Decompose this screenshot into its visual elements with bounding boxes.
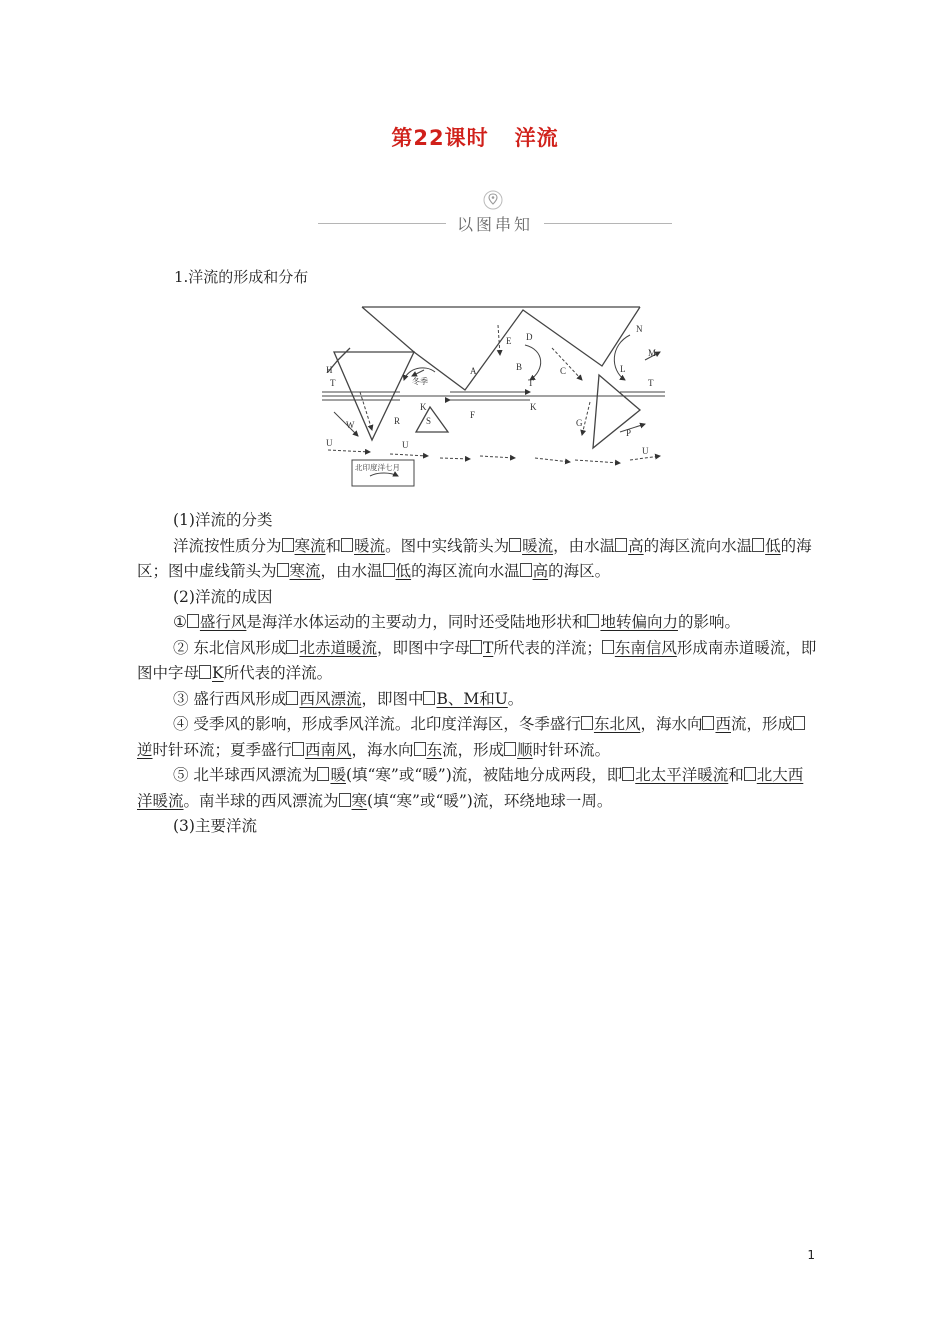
fig-label: B xyxy=(516,362,523,372)
fig-label: T xyxy=(330,378,336,388)
fig-label: S xyxy=(426,416,432,426)
fig-label: K xyxy=(530,402,537,412)
fig-label: G xyxy=(576,418,583,428)
fig-label: H xyxy=(326,365,333,375)
location-pin-icon xyxy=(481,190,505,210)
fig-label: L xyxy=(620,364,626,374)
fig-label: C xyxy=(560,366,567,376)
fig-label: U xyxy=(402,440,409,450)
subsection-heading: 1.洋流的形成和分布 xyxy=(174,268,309,286)
heading-causes: (2)洋流的成因 xyxy=(173,587,273,606)
fig-label: P xyxy=(626,428,632,438)
fig-label: T xyxy=(528,378,534,388)
page-title xyxy=(0,122,950,152)
ocean-current-diagram xyxy=(320,300,670,490)
fig-label: N xyxy=(636,324,643,334)
content-body xyxy=(137,508,817,840)
heading-major-currents: (3)主要洋流 xyxy=(173,817,257,835)
paragraph-cause-2: ② 东北信风形成 北赤道暖流，即图中字母 T所代表的洋流； 东南信风形成南赤道暖流，即图中字母 K所代表的洋流。 xyxy=(137,638,817,682)
fig-label: M xyxy=(648,348,657,358)
fig-label: U xyxy=(642,446,649,456)
fig-label: T xyxy=(648,378,654,388)
fig-label: E xyxy=(506,336,512,346)
title-lesson: 第22课时 xyxy=(391,126,489,150)
fig-label: U xyxy=(326,438,333,448)
heading-classification: (1)洋流的分类 xyxy=(173,511,273,529)
fig-label: 北印度洋七月 xyxy=(355,463,400,472)
fig-label: 冬季 xyxy=(412,377,428,386)
fig-label: F xyxy=(470,410,476,420)
fig-label: A xyxy=(470,366,477,376)
paragraph-cause-3: ③ 盛行西风形成 西风漂流，即图中 B、M和U。 xyxy=(173,689,524,708)
paragraph-classification: 洋流按性质分为 寒流和 暖流。图中实线箭头为 暖流，由水温 高的海区流向水温 低的海区；图中虚线箭头为 寒流，由水温 低的海区流向水温 高的海区。 xyxy=(137,536,812,580)
fig-label: R xyxy=(394,416,401,426)
section-label: 以图串知 xyxy=(456,215,533,234)
page-number: 1 xyxy=(807,1248,815,1262)
paragraph-cause-4: ④ 受季风的影响，形成季风洋流。北印度洋海区，冬季盛行 东北风，海水向 西流，形成逆时针环流；夏季盛行 西南风，海水向 东流，形成 顺时针环流。 xyxy=(137,712,817,763)
section-divider xyxy=(318,190,672,235)
fig-label: K xyxy=(420,402,427,412)
title-topic: 洋流 xyxy=(514,126,559,150)
paragraph-cause-5: ⑤ 北半球西风漂流为 暖(填“寒”或“暖”)流，被陆地分成两段，即 北太平洋暖流和 北大西洋暖流。南半球的西风漂流为 寒(填“寒”或“暖”)流，环绕地球一周。 xyxy=(137,766,804,810)
fig-label: W xyxy=(346,420,355,430)
fig-label: D xyxy=(526,332,533,342)
paragraph-cause-1: ① 盛行风是海洋水体运动的主要动力，同时还受陆地形状和 地转偏向力的影响。 xyxy=(173,613,740,631)
